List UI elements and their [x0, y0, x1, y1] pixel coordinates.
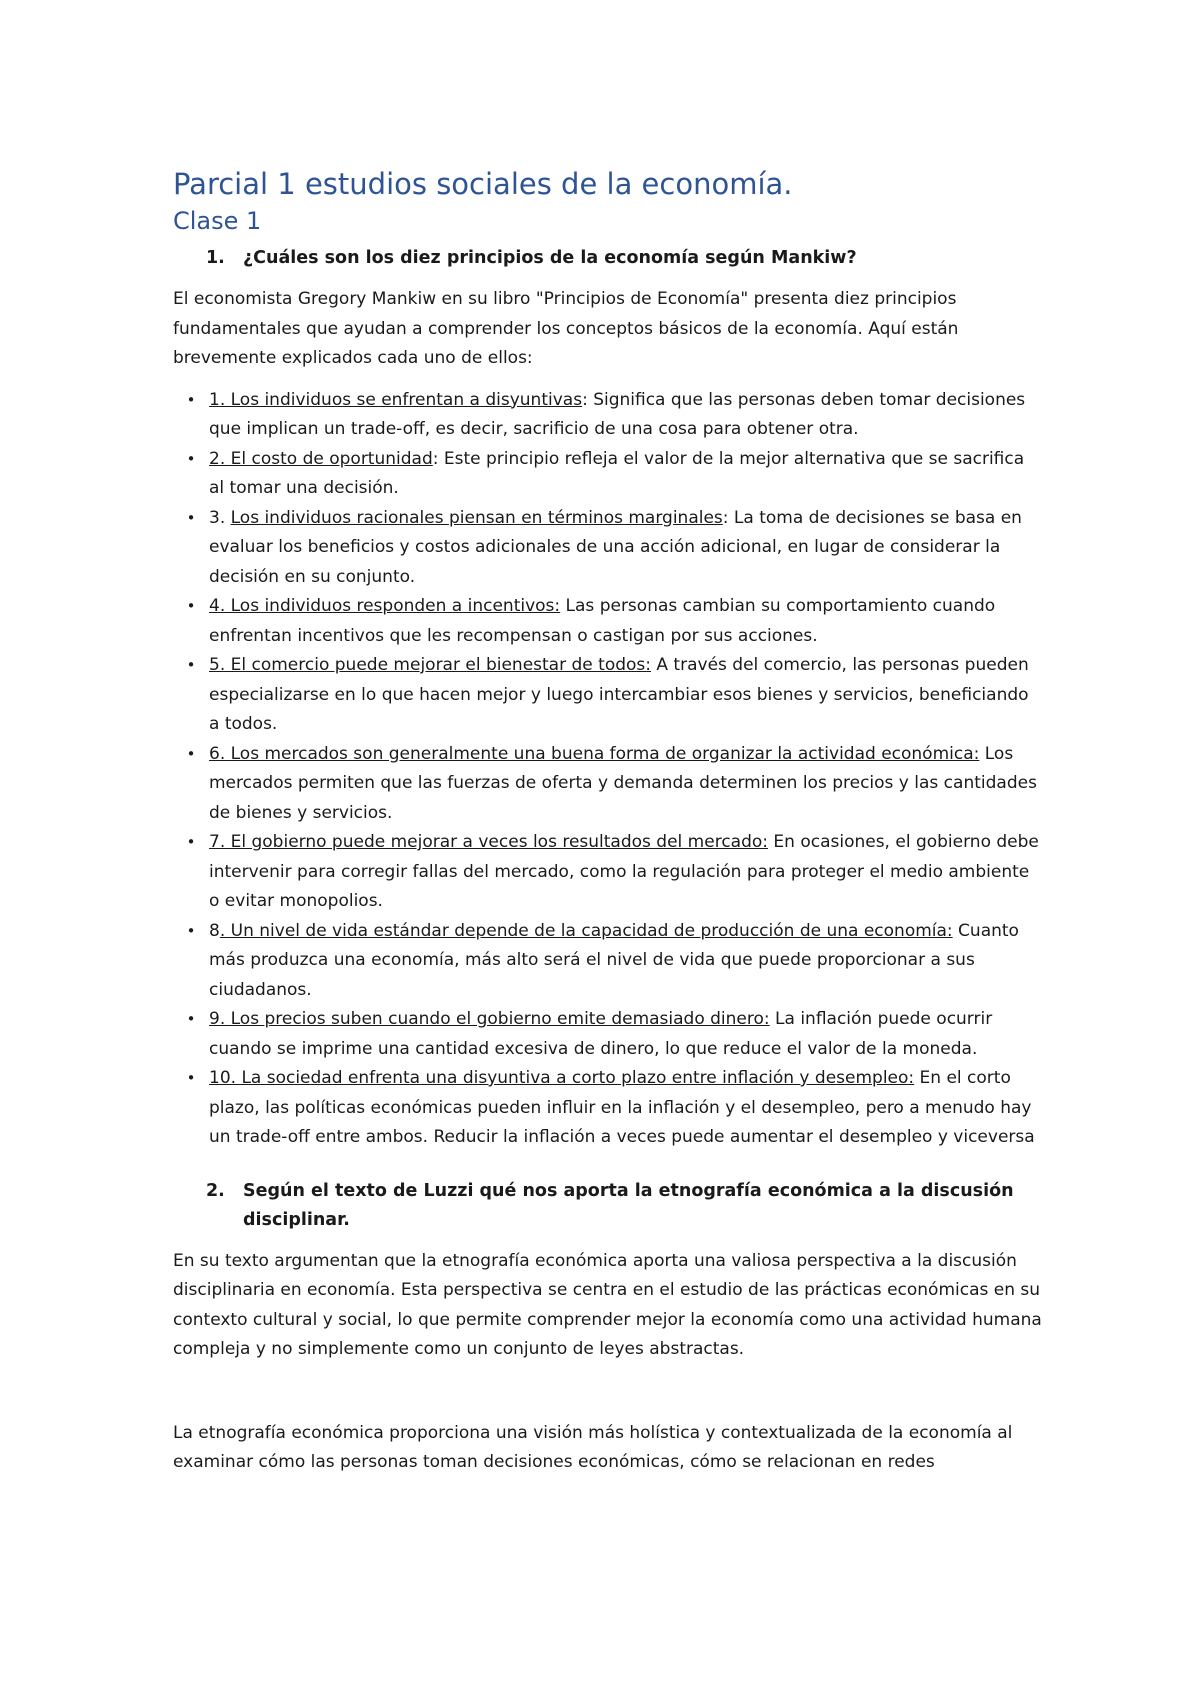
principle-text [209, 592, 1043, 651]
principle-text [209, 1005, 1043, 1064]
principle-description: Este principio refleja el valor de la mejor alternativa que se sacrifica al tomar una decisión. [209, 448, 1025, 498]
bullet-icon: • [186, 508, 196, 527]
bullet-icon: • [186, 833, 196, 851]
question-1 [173, 244, 1043, 273]
principle-description: La toma de decisiones se basa en evaluar los beneficios y costos adicionales de una acción adicional, en lugar de considerar la decisión en su conjunto. [209, 507, 1022, 587]
bullet-icon: • [186, 656, 196, 674]
intro-paragraph: El economista Gregory Mankiw en su libro "Principios de Economía" presenta diez principios fundamentales que ayudan a comprender los conceptos básicos de la economía. Aquí están brevemente explicados cada uno de ellos: [173, 289, 959, 368]
principle-text [209, 386, 1043, 445]
principle-prefix: 8 [209, 920, 220, 941]
bullet-icon: • [186, 744, 196, 763]
principle-term: Los individuos racionales piensan en términos marginales [230, 507, 723, 528]
principle-term: 9. Los precios suben cuando el gobierno emite demasiado dinero: [209, 1009, 770, 1029]
principle-item [173, 445, 1043, 504]
principle-item [173, 740, 1043, 829]
principle-separator: : [582, 389, 588, 410]
principle-description: Cuanto más produzca una economía, más alto será el nivel de vida que puede proporcionar a sus ciudadanos. [209, 920, 1019, 1000]
principle-text [209, 445, 1043, 504]
question-number: 2. [206, 1180, 225, 1201]
bullet-icon: • [186, 1069, 196, 1087]
principle-text [209, 917, 1043, 1006]
principle-description: A través del comercio, las personas pueden especializarse en lo que hacen mejor y luego intercambiar esos bienes y servicios, beneficiando a todos. [209, 655, 1029, 734]
principle-item [173, 828, 1043, 917]
bullet-icon: • [186, 1010, 196, 1028]
principle-item [173, 504, 1043, 593]
principle-text [209, 651, 1043, 740]
principle-description: En el corto plazo, las políticas económicas pueden influir en la inflación y el desempleo, pero a menudo hay un trade-off entre ambos. Reducir la inflación a veces puede aumentar el desempleo y viceversa [209, 1068, 1035, 1147]
principle-item [173, 386, 1043, 445]
section-heading: Clase 1 [173, 207, 262, 235]
bullet-icon: • [186, 921, 196, 940]
principle-separator: : [722, 507, 729, 528]
principle-text [209, 740, 1043, 829]
principle-description: Los mercados permiten que las fuerzas de oferta y demanda determinen los precios y las cantidades de bienes y servicios. [209, 743, 1037, 823]
bullet-icon: • [186, 449, 196, 468]
principle-term: 2. El costo de oportunidad [209, 448, 433, 469]
principle-term: 5. El comercio puede mejorar el bienestar de todos: [209, 655, 651, 675]
principle-term: 10. La sociedad enfrenta una disyuntiva a corto plazo entre inflación y desempleo: [209, 1068, 915, 1088]
bullet-icon: • [186, 597, 196, 615]
principle-description: La inflación puede ocurrir cuando se imprime una cantidad excesiva de dinero, lo que reduce el valor de la moneda. [209, 1009, 993, 1059]
principle-item [173, 651, 1043, 740]
principle-text [209, 828, 1043, 917]
principle-description: En ocasiones, el gobierno debe intervenir para corregir fallas del mercado, como la regulación para proteger el medio ambiente o evitar monopolios. [209, 832, 1039, 911]
question-text: ¿Cuáles son los diez principios de la economía según Mankiw? [243, 248, 857, 268]
principle-term: 7. El gobierno puede mejorar a veces los resultados del mercado: [209, 832, 768, 852]
principle-item [173, 1005, 1043, 1064]
principles-list [173, 386, 1043, 1153]
principle-term: 6. Los mercados son generalmente una buena forma de organizar la actividad económica: [209, 743, 980, 764]
document-title: Parcial 1 estudios sociales de la economía. [173, 167, 793, 201]
document-body [173, 164, 1043, 1478]
principle-term: 1. Los individuos se enfrentan a disyuntivas [209, 389, 583, 410]
principle-prefix: 3. [209, 507, 231, 528]
principle-item [173, 592, 1043, 651]
bullet-icon: • [186, 390, 196, 409]
principle-description: Significa que las personas deben tomar decisiones que implican un trade-off, es decir, sacrificio de una cosa para obtener otra. [209, 389, 1026, 439]
principle-term: 4. Los individuos responden a incentivos: [209, 596, 561, 616]
answer-paragraph-1: En su texto argumentan que la etnografía económica aporta una valiosa perspectiva a la discusión disciplinaria en economía. Esta perspectiva se centra en el estudio de las prácticas económicas en su contexto cultural y social, lo que permite comprender mejor la economía como una actividad humana compleja y no simplemente como un conjunto de leyes abstractas. [173, 1250, 1042, 1359]
principle-description: Las personas cambian su comportamiento cuando enfrentan incentivos que les recompensan o castigan por sus acciones. [209, 596, 996, 646]
principle-text [209, 504, 1043, 593]
principle-item [173, 1064, 1043, 1153]
question-text: Según el texto de Luzzi qué nos aporta la etnografía económica a la discusión disciplinar. [243, 1180, 1014, 1230]
principle-item [173, 917, 1043, 1006]
question-number: 1. [206, 248, 225, 268]
principle-text [209, 1064, 1043, 1153]
principle-term: . Un nivel de vida estándar depende de la capacidad de producción de una economía: [219, 920, 953, 941]
answer-paragraph-2: La etnografía económica proporciona una visión más holística y contextualizada de la economía al examinar cómo las personas toman decisiones económicas, cómo se relacionan en redes [173, 1422, 1013, 1472]
principle-separator: : [432, 448, 439, 469]
question-2 [173, 1177, 1043, 1235]
